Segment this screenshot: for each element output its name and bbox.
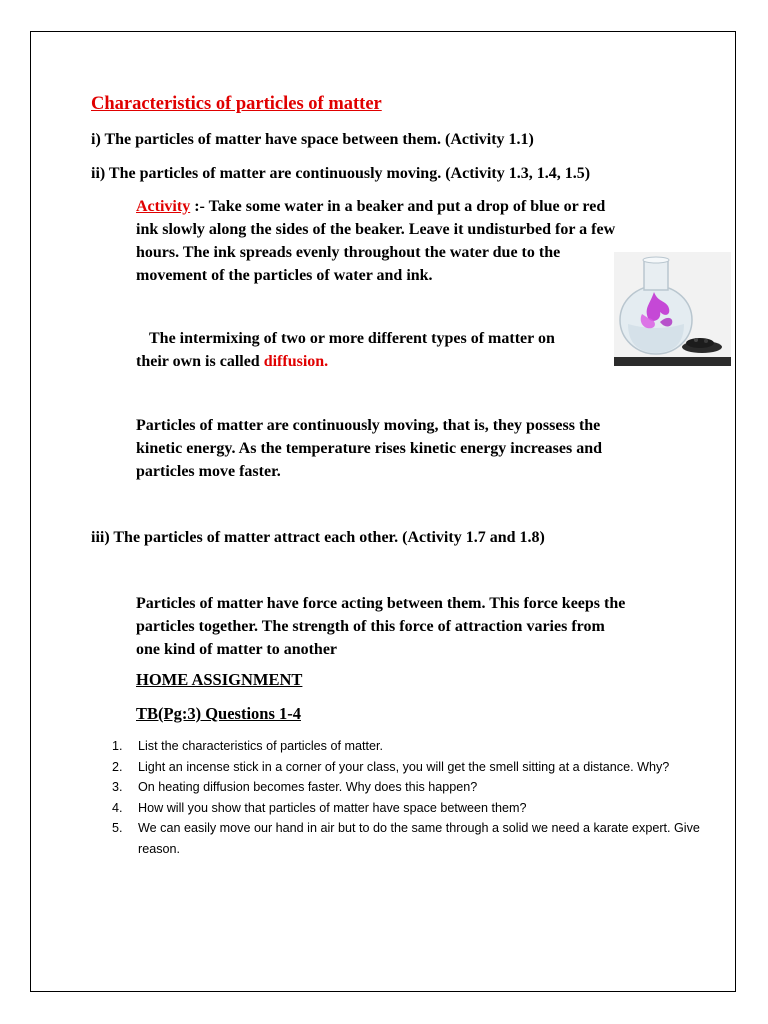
list-number: 3. [112,780,123,794]
diffusion-line2: their own is called [136,353,264,370]
diffusion-paragraph [136,327,606,373]
force-paragraph [136,592,696,661]
activity-line1: :- Take some water in a beaker and put a drop of blue or red [190,198,606,215]
list-text: On heating diffusion becomes faster. Why does this happen? [138,780,478,794]
list-text: We can easily move our hand in air but to do the same through a solid we need a karate expert. Give reason. [138,821,700,856]
kinetic-line1: Particles of matter are continuously moving, that is, they possess the [136,417,601,434]
kinetic-paragraph [136,414,696,483]
list-text: List the characteristics of particles of matter. [138,739,383,753]
document-title: Characteristics of particles of matter [91,94,382,114]
activity-line2: ink slowly along the sides of the beaker. Leave it undisturbed for a few [136,221,616,238]
list-number: 5. [112,821,123,835]
activity-line3: hours. The ink spreads evenly throughout the water due to the [136,244,561,261]
list-text: How will you show that particles of matter have space between them? [138,800,527,815]
kinetic-line2: kinetic energy. As the temperature rises kinetic energy increases and [136,440,602,457]
list-item [112,798,712,819]
diffusion-line1: The intermixing of two or more different types of matter on [149,330,555,347]
force-line2: particles together. The strength of this force of attraction varies from [136,618,605,635]
list-number: 2. [112,759,123,774]
point-continuously-moving: ii) The particles of matter are continuously moving. (Activity 1.3, 1.4, 1.5) [91,165,591,182]
list-item [112,757,712,778]
list-number: 4. [112,800,123,815]
diffusion-photo [614,252,731,366]
activity-label: Activity [136,198,191,215]
list-item [112,818,712,859]
list-number: 1. [112,739,123,753]
point-space-between: i) The particles of matter have space between them. (Activity 1.1) [91,131,534,148]
tb-questions-heading: TB(Pg:3) Questions 1-4 [136,704,301,723]
list-text: Light an incense stick in a corner of your class, you will get the smell sitting at a distance. Why? [138,759,670,774]
force-line3: one kind of matter to another [136,641,338,658]
home-assignment-heading: HOME ASSIGNMENT [136,670,303,689]
list-item [112,736,712,757]
list-item [112,777,712,798]
activity-paragraph [136,195,616,287]
kinetic-line3: particles move faster. [136,463,281,480]
point-attract-each-other: iii) The particles of matter attract each other. (Activity 1.7 and 1.8) [91,529,545,546]
question-list [112,736,712,859]
force-line1: Particles of matter have force acting between them. This force keeps the [136,595,626,612]
photo-watermark-bar [614,357,731,366]
activity-line4: movement of the particles of water and ink. [136,267,433,284]
diffusion-term: diffusion. [263,353,329,370]
